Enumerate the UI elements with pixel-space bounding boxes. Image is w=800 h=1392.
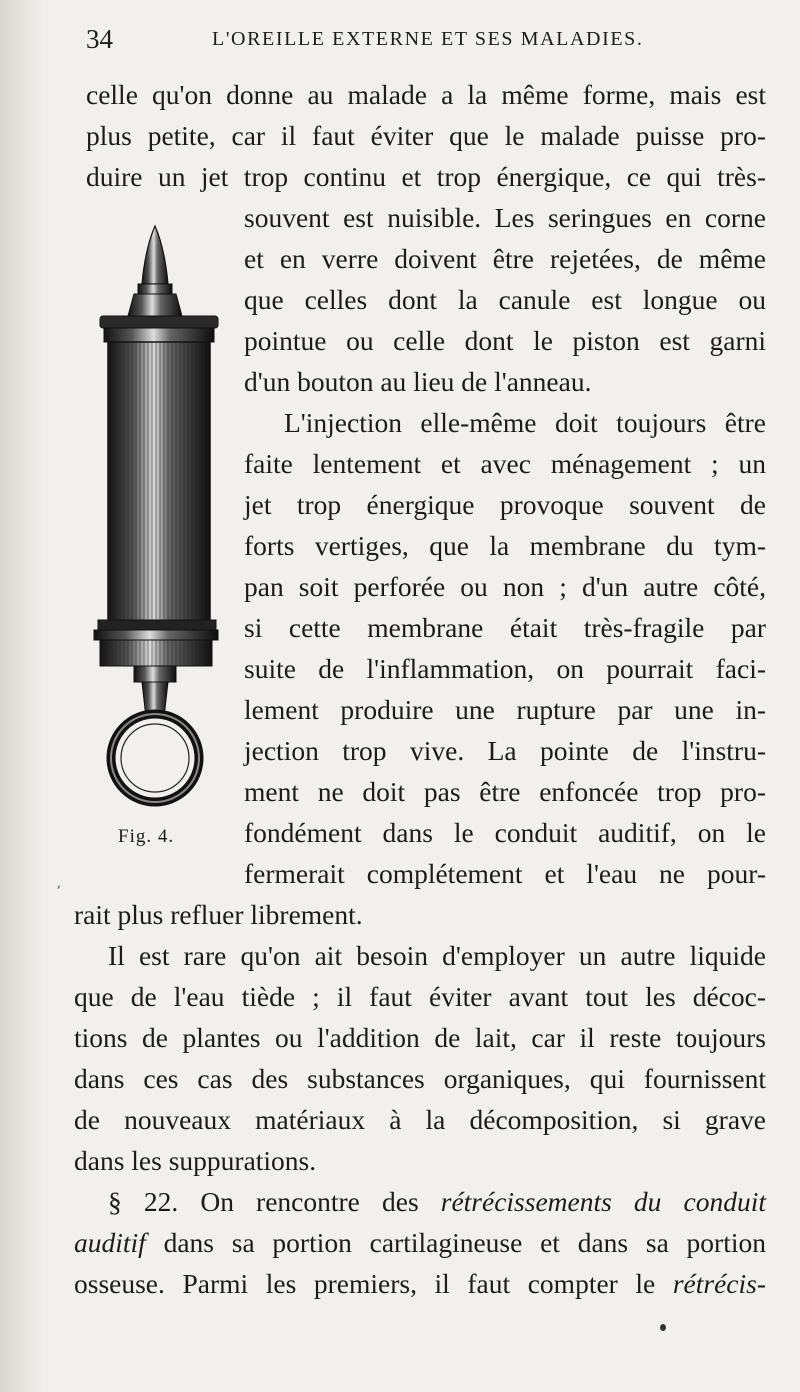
running-head: L'OREILLE EXTERNE ET SES MALADIES. [212,28,644,50]
body-line: celle qu'on donne au malade a la même forme, mais est [86,79,766,110]
section-line [74,1263,766,1304]
body-line: plus petite, car il faut éviter que le malade puisse pro- [86,120,766,151]
body-line: pointue ou celle dont le piston est garni [244,325,766,356]
body-line: d'un bouton au lieu de l'anneau. [244,366,592,397]
body-line: et en verre doivent être rejetées, de même [244,243,766,274]
section-italic: auditif [74,1227,146,1258]
body-line: dans les suppurations. [74,1145,317,1176]
body-line: duire un jet trop continu et trop énergique, ce qui très- [86,161,766,192]
section-line [74,1222,766,1263]
section-italic: rétrécissements du conduit [440,1186,767,1217]
body-line: L'injection elle-même doit toujours être [284,407,766,438]
body-line: lement produire une rupture par une in- [244,694,766,725]
body-line: souvent est nuisible. Les seringues en corne [244,202,766,233]
body-line: fondément dans le conduit auditif, on le [244,817,766,848]
section-mark: § 22. [108,1186,179,1217]
body-line: jection trop vive. La pointe de l'instru- [244,735,766,766]
body-line: forts vertiges, que la membrane du tym- [244,530,766,561]
body-line: suite de l'inflammation, on pourrait faci- [244,653,766,684]
section-text: On rencontre des [200,1186,419,1217]
ink-dot [660,1324,666,1331]
body-line: faite lentement et avec ménagement ; un [244,448,766,479]
page-edge [0,0,44,1392]
body-line: si cette membrane était très-fragile par [244,612,766,643]
body-line: tions de plantes ou l'addition de lait, car il reste toujours [74,1022,766,1053]
section-line [108,1181,766,1222]
body-line: dans ces cas des substances organiques, qui fournissent [74,1063,766,1094]
body-line: jet trop énergique provoque souvent de [244,489,766,520]
body-line: de nouveaux matériaux à la décomposition, si grave [74,1104,766,1135]
body-line: que celles dont la canule est longue ou [244,284,766,315]
page-number: 34 [86,24,113,54]
body-line: rait plus refluer librement. [74,899,363,930]
body-line: Il est rare qu'on ait besoin d'employer un autre liquide [108,940,766,971]
section-text: dans sa portion cartilagineuse et dans sa portion [163,1227,766,1258]
figure-caption: Fig. 4. [118,826,175,847]
syringe-icon [90,222,220,812]
section-italic: rétrécis- [672,1268,766,1299]
page-header [86,24,740,58]
body-line: ment ne doit pas être enfoncée trop pro- [244,776,766,807]
body-line: que de l'eau tiède ; il faut éviter avant tout les décoc- [74,981,766,1012]
body-line: fermerait complétement et l'eau ne pour- [244,858,766,889]
stray-mark: ʼ [56,884,61,900]
syringe-illustration [90,222,220,812]
section-text: osseuse. Parmi les premiers, il faut compter le [74,1268,656,1299]
body-line: pan soit perforée ou non ; d'un autre côté, [244,571,766,602]
